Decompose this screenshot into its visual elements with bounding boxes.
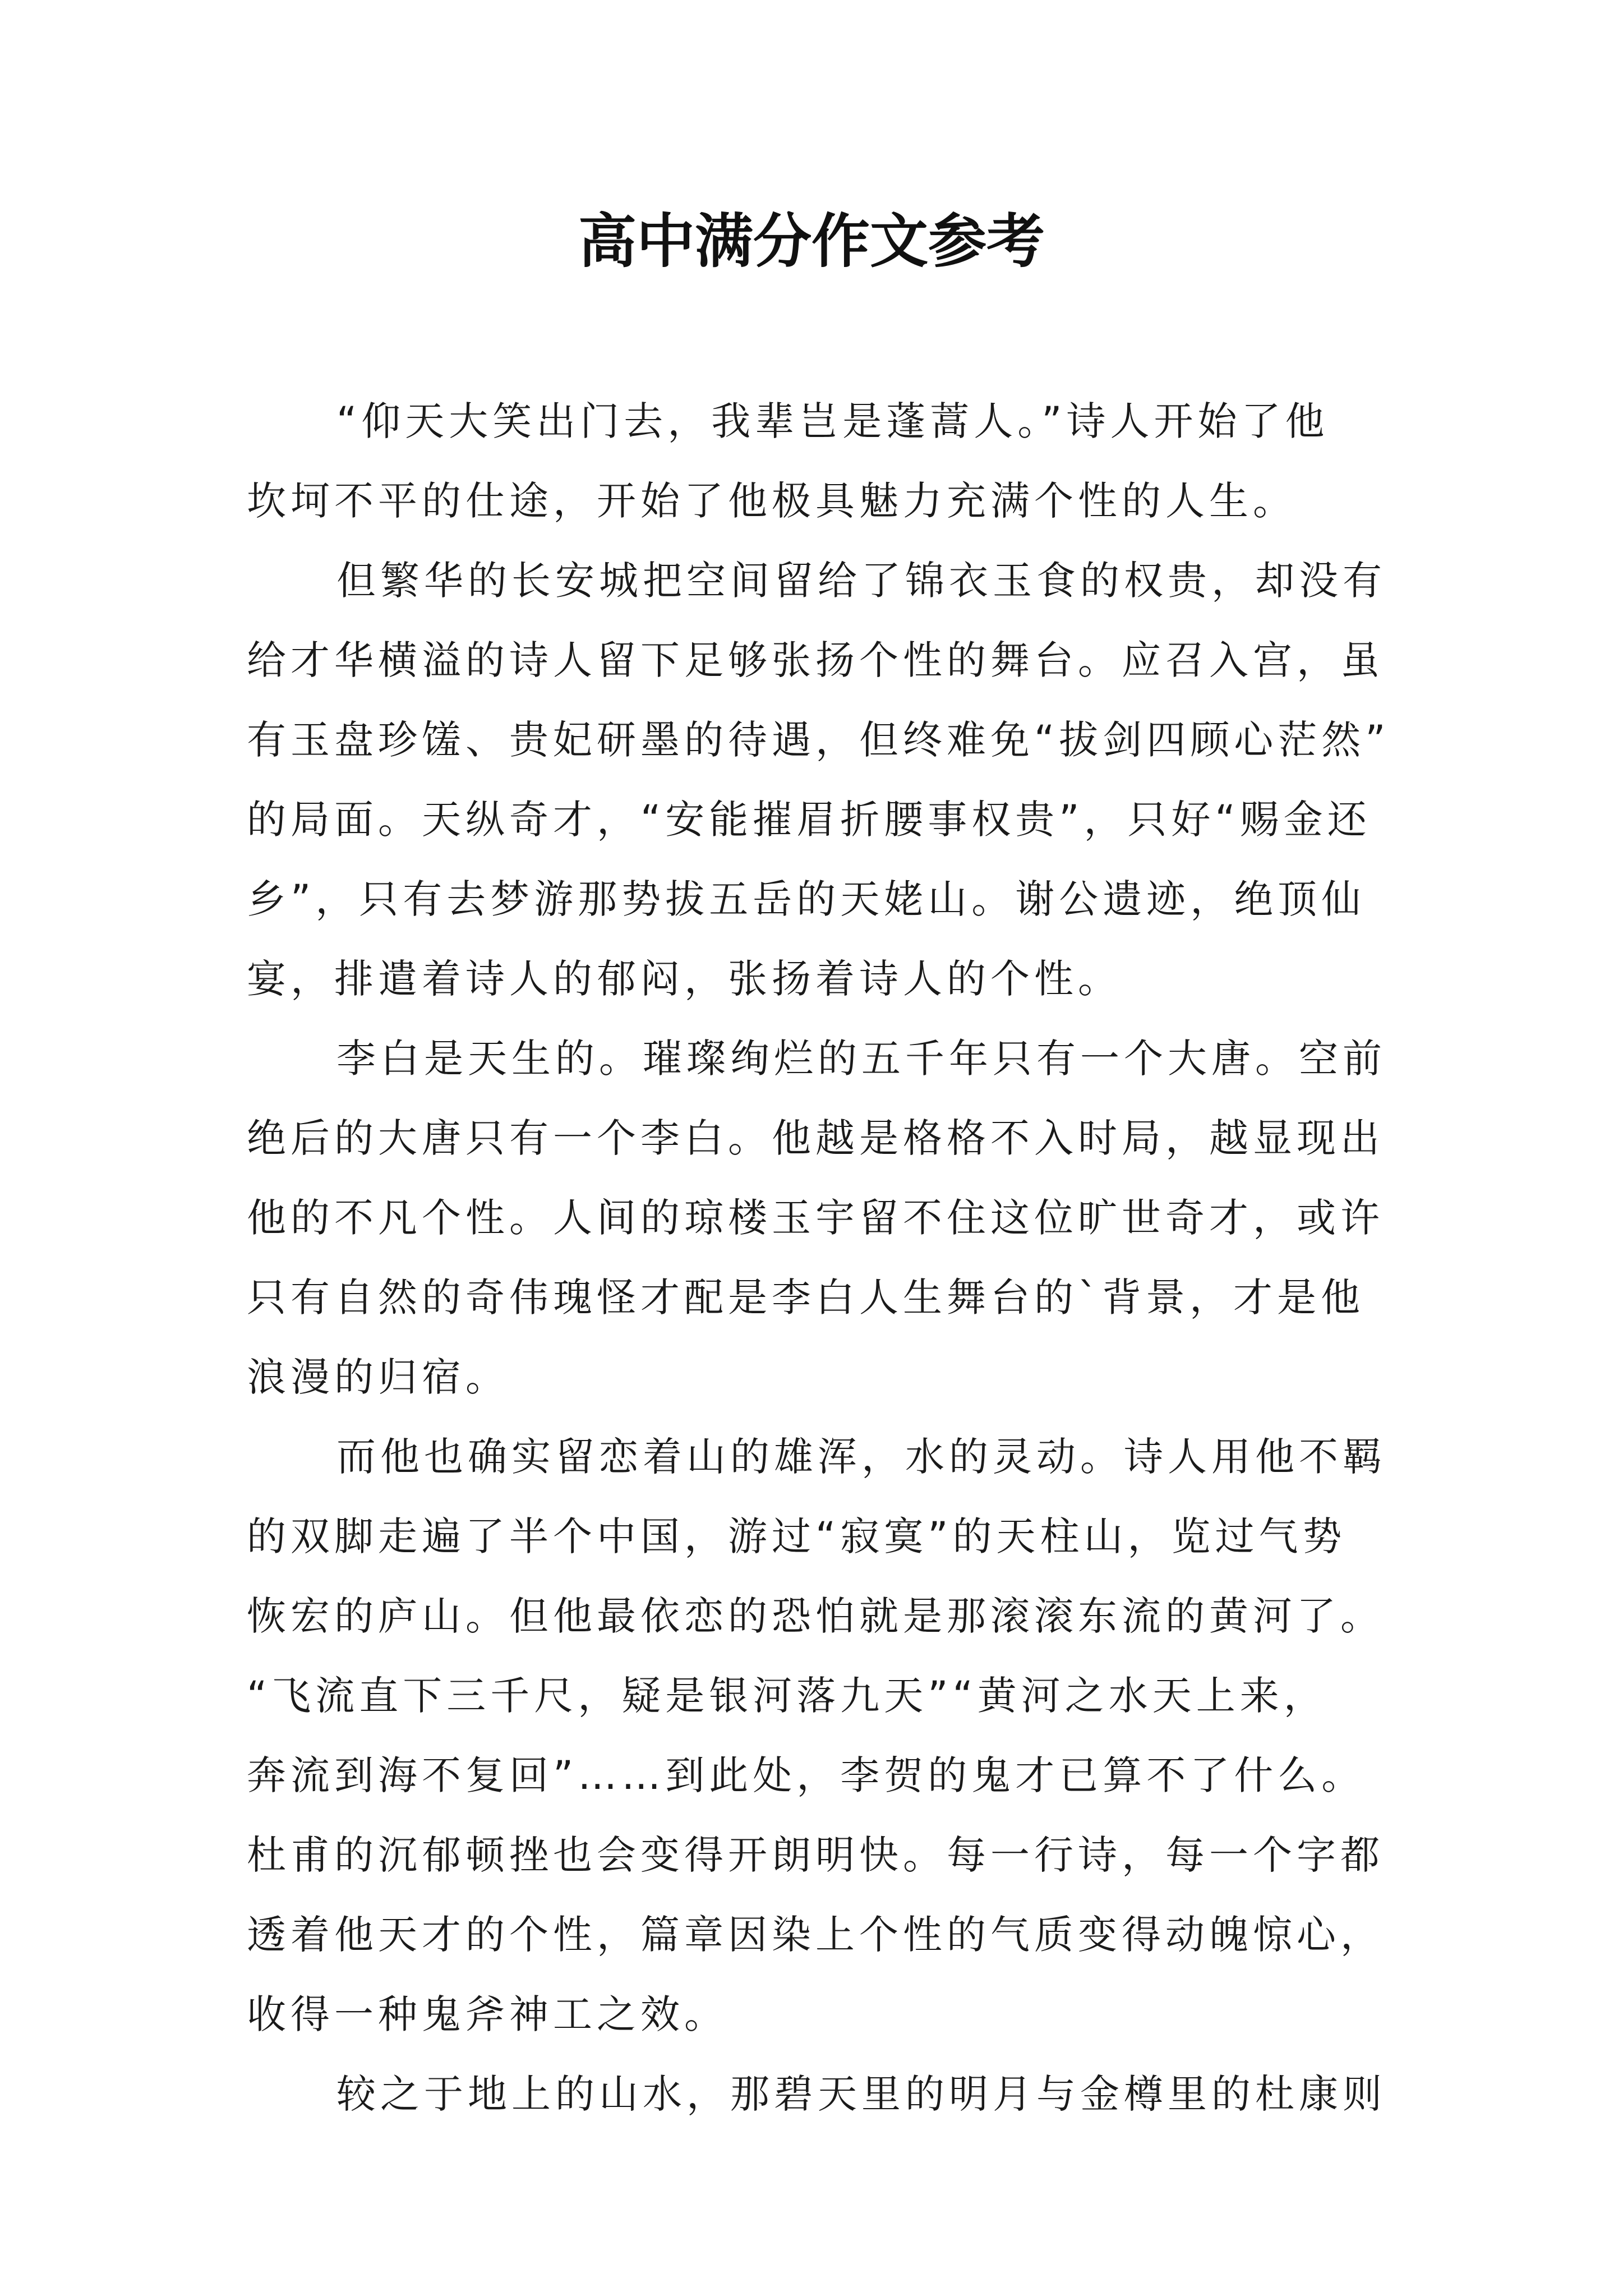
- paragraph: [247, 381, 1413, 541]
- text-line: 李白是天生的。璀璨绚烂的五千年只有一个大唐。空前: [336, 1036, 1386, 1082]
- paragraph: [247, 1019, 1413, 1417]
- text-line: 给才华横溢的诗人留下足够张扬个性的舞台。应召入宫，虽: [247, 637, 1384, 683]
- text-line: 浪漫的归宿。: [247, 1354, 509, 1400]
- text-line: 奔流到海不复回”……到此处，李贺的鬼才已算不了什么。: [247, 1752, 1366, 1798]
- text-line: 较之于地上的山水，那碧天里的明月与金樽里的杜康则: [336, 2071, 1386, 2117]
- text-line: 宴，排遣着诗人的郁闷，张扬着诗人的个性。: [247, 956, 1122, 1002]
- paragraph: [247, 541, 1413, 1019]
- text-line: 的局面。天纵奇才，“安能摧眉折腰事权贵”，只好“赐金还: [247, 797, 1371, 843]
- text-line: 杜甫的沉郁顿挫也会变得开朗明快。每一行诗，每一个字都: [247, 1832, 1384, 1878]
- paragraph: [247, 1417, 1413, 2054]
- text-line: “飞流直下三千尺，疑是银河落九天”“黄河之水天上来，: [247, 1673, 1327, 1719]
- text-line: 但繁华的长安城把空间留给了锦衣玉食的权贵，却没有: [336, 558, 1386, 604]
- text-line: 他的不凡个性。人间的琼楼玉宇留不住这位旷世奇才，或许: [247, 1195, 1384, 1241]
- text-line: 绝后的大唐只有一个李白。他越是格格不入时局，越显现出: [247, 1115, 1384, 1161]
- text-line: 而他也确实留恋着山的雄浑，水的灵动。诗人用他不羁: [336, 1434, 1386, 1480]
- text-line: 乡”，只有去梦游那势拔五岳的天姥山。谢公遗迹，绝顶仙: [247, 876, 1366, 922]
- text-line: “仰天大笑出门去，我辈岂是蓬蒿人。”诗人开始了他: [336, 398, 1329, 444]
- document-body: [247, 381, 1413, 2134]
- text-line: 坎坷不平的仕途，开始了他极具魅力充满个性的人生。: [247, 478, 1297, 524]
- text-line: 透着他天才的个性，篇章因染上个性的气质变得动魄惊心，: [247, 1912, 1384, 1958]
- paragraph: [247, 2054, 1413, 2134]
- text-line: 有玉盘珍馐、贵妃研墨的待遇，但终难免“拔剑四顾心茫然”: [247, 717, 1390, 763]
- text-line: 恢宏的庐山。但他最依恋的恐怕就是那滚滚东流的黄河了。: [247, 1593, 1384, 1639]
- text-line: 只有自然的奇伟瑰怪才配是李白人生舞台的`背景，才是他: [247, 1274, 1364, 1320]
- text-line: 的双脚走遍了半个中国，游过“寂寞”的天柱山，览过气势: [247, 1513, 1347, 1559]
- document-title: 高中满分作文参考: [578, 206, 1045, 275]
- text-line: 收得一种鬼斧神工之效。: [247, 1991, 728, 2037]
